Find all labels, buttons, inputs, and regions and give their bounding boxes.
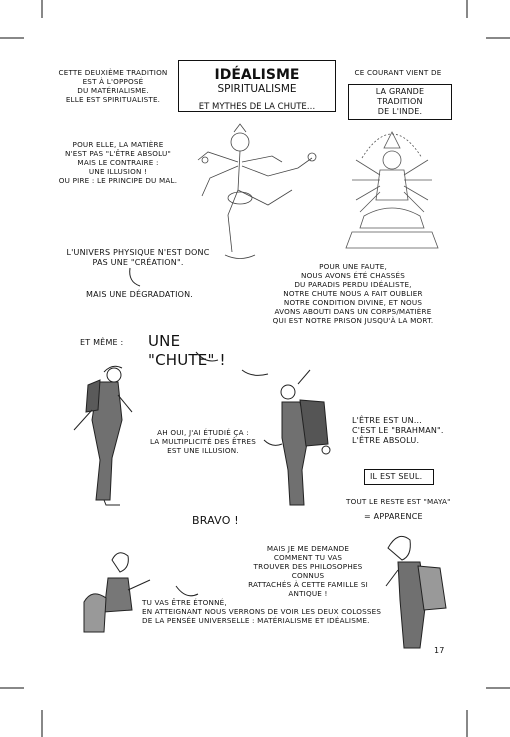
title-line2: ET MYTHES DE LA CHUTE… (198, 102, 316, 112)
man-with-backpack (281, 370, 330, 505)
man-pointing-left (74, 366, 132, 505)
kneeling-man (84, 553, 150, 632)
multi-armed-deity (346, 132, 438, 248)
fall-from-paradise-text: POUR UNE FAUTE, NOUS AVONS ÉTÉ CHASSÉS DU PARADIS PERDU IDÉALISTE, NOTRE CHUTE NOUS A FAIT OUBLIER NOTRE CONDITION DIVINE, ET NOUS AVONS ABOUTI DANS UN CORPS/MATIÈRE QUI EST NOTRE PRISON JUSQU'À LA MORT. (272, 262, 434, 325)
page-number: 17 (434, 646, 445, 655)
multiplicity-illusion-text: AH OUI, J'AI ÉTUDIÉ ÇA : LA MULTIPLICITÉ DES ÊTRES EST UNE ILLUSION. (149, 428, 257, 455)
intro-right-text: CE COURANT VIENT DE (354, 68, 442, 77)
shiva-figure (198, 124, 316, 259)
chute-exclamation: UNE "CHUTE" ! (148, 332, 226, 369)
il-est-seul-box: IL EST SEUL. (364, 469, 434, 485)
physical-universe-text: L'UNIVERS PHYSIQUE N'EST DONC PAS UNE "CRÉATION". (66, 248, 210, 267)
india-tradition-box: LA GRANDE TRADITION DE L'INDE. (348, 84, 452, 120)
maya-text: TOUT LE RESTE EST "MAYA" (346, 497, 451, 506)
title-bold: IDÉALISME (214, 67, 300, 83)
et-meme-text: ET MÊME : (80, 338, 124, 347)
title-rest: SPIRITUALISME (217, 83, 297, 95)
apparence-text: = APPARENCE (364, 512, 423, 521)
wonder-text: MAIS JE ME DEMANDE COMMENT TU VAS TROUVER DES PHILOSOPHES CONNUS RATTACHÉS À CETTE FAMILLE SI ANTIQUE ! (248, 544, 368, 598)
man-with-bag (386, 536, 446, 648)
two-colossi-text: TU VAS ÊTRE ÉTONNÉ, EN ATTEIGNANT NOUS VERRONS DE VOIR LES DEUX COLOSSES DE LA PENSÉE UNIVERSELLE : MATÉRIALISME ET IDÉALISME. (142, 598, 382, 625)
chapter-title-box (178, 60, 336, 112)
degradation-text: MAIS UNE DÉGRADATION. (86, 290, 194, 299)
intro-left-text: CETTE DEUXIÈME TRADITION EST À L'OPPOSÉ DU MATÉRIALISME. ELLE EST SPIRITUALISTE. (58, 68, 168, 104)
bravo-text: BRAVO ! (192, 514, 239, 527)
matter-illusion-text: POUR ELLE, LA MATIÈRE N'EST PAS "L'ÊTRE ABSOLU" MAIS LE CONTRAIRE : UNE ILLUSION ! OU PIRE : LE PRINCIPE DU MAL. (58, 140, 178, 185)
brahman-text: L'ÊTRE EST UN… C'EST LE "BRAHMAN". L'ÊTRE ABSOLU. (352, 416, 444, 445)
